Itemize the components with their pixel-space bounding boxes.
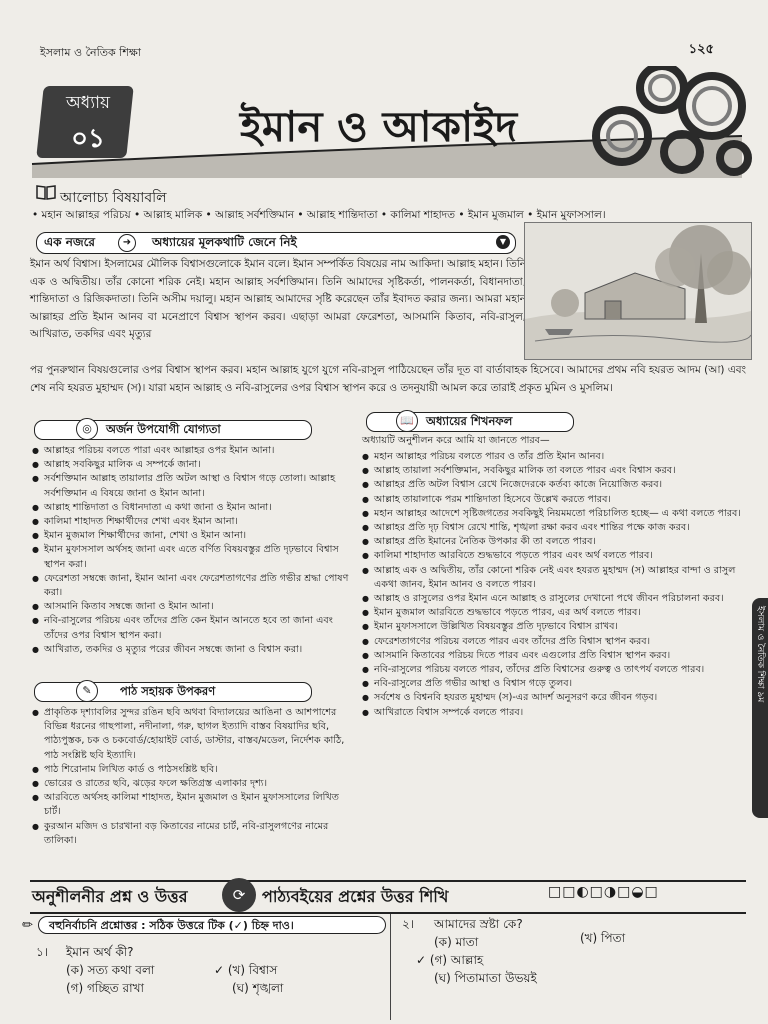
- list-item: ● ইমান মুফাসসাল অর্থসহ জানা এবং এতে বর্ণিত বিষয়বস্তুর প্রতি দৃঢ়ভাবে বিশ্বাস স্থাপন করা।: [32, 543, 352, 571]
- topics-heading: আলোচ্য বিষয়াবলি: [60, 190, 167, 206]
- list-item: ● সর্বশেষ ও বিশ্বনবি হযরত মুহাম্মদ (স)-এর আদর্শ অনুসরণ করে জীবন গড়ব।: [362, 691, 742, 705]
- column-divider: [390, 914, 391, 1020]
- list-item: ● আল্লাহ তায়ালা সর্বশক্তিমান, সবকিছুর মালিক তা বলতে পারব এবং বিশ্বাস করব।: [362, 464, 742, 478]
- running-header-subject: ইসলাম ও নৈতিক শিক্ষা: [40, 46, 141, 59]
- list-item: ● মহান আল্লাহর আদেশে সৃষ্টিজগতের সবকিছুই নিয়মমতো পরিচালিত হচ্ছে— এ কথা বলতে পারব।: [362, 507, 742, 521]
- list-item: ● ইমান মুফাসসালে উল্লিখিত বিষয়বস্তুর প্রতি দৃঢ়ভাবে বিশ্বাস রাখব।: [362, 620, 742, 634]
- intro-paragraph: ইমান অর্থ বিশ্বাস। ইসলামের মৌলিক বিশ্বাসগুলোকে ইমান বলে। ইমান সম্পর্কিত বিষয়ের নাম আকিদা। আল্লাহ মহান। তিনি এক ও অদ্বিতীয়। তাঁর কোনো শরিক নেই। মহান আল্লাহ সর্বশক্তিমান। তিনি আমাদের সৃষ্টিকর্তা, পালনকর্তা, বিধানদাতা, শান্তিদাতা ও রিজিকদাতা। তিনি অসীম দয়ালু। মহান আল্লাহ আমাদের সৃষ্টি করেছেন তাঁর ইবাদত করার জন্য। আমরা মহান আল্লাহর প্রতি ইমান আনব বা মনেপ্রাণে বিশ্বাস স্থাপন করব। এছাড়া আমরা ফেরেশতা, আসমানি কিতাব, নবি-রাসুল, আখিরাত, তকদির এবং মৃত্যুর: [30, 258, 526, 341]
- list-item: ● নবি-রাসুলের প্রতি গভীর আস্থা ও বিশ্বাস গড়ে তুলব।: [362, 677, 742, 691]
- pencil-icon: ✏: [22, 918, 33, 933]
- list-item: ● আল্লাহ শান্তিদাতা ও বিধানদাতা এ কথা জানা ও ইমান আনা।: [32, 501, 352, 515]
- side-tab-label: ইসলাম ও নৈতিক শিক্ষা ৯ম: [755, 606, 765, 703]
- q1-option-c: (গ) গচ্ছিত রাখা: [66, 981, 144, 995]
- list-item: ● আখিরাত, তকদির ও মৃত্যুর পরের জীবন সম্বন্ধে জানা ও বিশ্বাস করা।: [32, 643, 352, 657]
- list-item: ● ইমান মুজমাল শিক্ষার্থীদের জানা, শেখা ও ইমান আনা।: [32, 529, 352, 543]
- chapter-title: ইমান ও আকাইদ: [240, 102, 518, 151]
- list-item: ● আল্লাহ ও রাসুলের ওপর ইমান এনে আল্লাহ ও রাসুলের দেখানো পথে জীবন পরিচালনা করব।: [362, 592, 742, 606]
- list-item: ● কুরআন মজিদ ও চারখানা বড় কিতাবের নামের চার্ট, নবি-রাসুলগণের নামের তালিকা।: [32, 820, 352, 848]
- q2-option-c: ✓ (গ) আল্লাহ: [416, 953, 484, 967]
- open-book-icon: 📖: [396, 410, 418, 432]
- list-item: ● আল্লাহর প্রতি ইমানের নৈতিক উপকার কী তা বলতে পারব।: [362, 535, 742, 549]
- list-item: ● আল্লাহর প্রতি অটল বিশ্বাস রেখে নিজেদেরকে কর্তব্য কাজে নিয়োজিত করব।: [362, 478, 742, 492]
- list-item: ● আল্লাহ সবকিছুর মালিক এ সম্পর্কে জানা।: [32, 458, 352, 472]
- list-item: ● মহান আল্লাহর পরিচয় বলতে পারব ও তাঁর প্রতি ইমান আনব।: [362, 450, 742, 464]
- list-item: ● পাঠ শিরোনাম লিখিত কার্ড ও পাঠসংশ্লিষ্ট ছবি।: [32, 763, 352, 777]
- outcomes-title: অধ্যায়ের শিখনফল: [426, 414, 513, 428]
- competency-title: অর্জন উপযোগী যোগ্যতা: [106, 422, 221, 436]
- qa-title-right: পাঠ্যবইয়ের প্রশ্নের উত্তর শিখি: [262, 887, 449, 906]
- intro-paragraph-continued: পর পুনরুত্থান বিষয়গুলোর ওপর বিশ্বাস স্থাপন করব। মহান আল্লাহ যুগে যুগে নবি-রাসুল পাঠিয়েছেন তাঁর দূত বা বার্তাবাহক হিসেবে। আমাদের প্রথম নবি হযরত আদম (আ) এবং শেষ নবি হযরত মুহাম্মদ (স)। যারা মহান আল্লাহ ও নবি-রাসুলের ওপর বিশ্বাস স্থাপন করে ও তদনুযায়ী আমল করে তারাই প্রকৃত মুমিন ও মুসলিম।: [30, 364, 746, 394]
- refresh-icon: ⟳: [222, 878, 256, 912]
- chapter-label: অধ্যায়: [65, 93, 111, 113]
- book-icon: [36, 184, 56, 204]
- topics-list: • মহান আল্লাহর পরিচয় • আল্লাহ মালিক • আল্লাহ সর্বশক্তিমান • আল্লাহ শান্তিদাতা • কালিমা শাহাদত • ইমান মুজমাল • ইমান মুফাসসাল।: [32, 209, 606, 221]
- competency-list: [32, 444, 352, 657]
- arrow-right-icon: ➜: [118, 234, 136, 252]
- chapter-number: ০১: [71, 124, 105, 154]
- q2-option-b: (খ) পিতা: [580, 931, 626, 945]
- list-item: ● নবি-রাসুলের পরিচয় বলতে পারব, তাঁদের প্রতি বিশ্বাসের গুরুত্ব ও তাৎপর্য বলতে পারব।: [362, 663, 742, 677]
- q1-option-b: ✓ (খ) বিশ্বাস: [214, 963, 278, 977]
- progress-boxes: □□◐□◑□◒□: [548, 884, 659, 900]
- list-item: ● আসমানি কিতাবের পরিচয় দিতে পারব এবং এগুলোর প্রতি বিশ্বাস স্থাপন করব।: [362, 649, 742, 663]
- qa-title-left: অনুশীলনীর প্রশ্ন ও উত্তর: [32, 887, 188, 906]
- q1-number: ১।: [36, 945, 49, 959]
- materials-list: [32, 706, 352, 848]
- q1-option-d: (ঘ) শৃঙ্খলা: [232, 981, 284, 995]
- list-item: ● ফেরেশতা সম্বন্ধে জানা, ইমান আনা এবং ফেরেশতাগণের প্রতি গভীর শ্রদ্ধা পোষণ করা।: [32, 572, 352, 600]
- q1-text: ইমান অর্থ কী?: [66, 945, 134, 959]
- list-item: ● আল্লাহর প্রতি দৃঢ় বিশ্বাস রেখে শান্তি, শৃঙ্খলা রক্ষা করব এবং শান্তির পক্ষে কাজ করব।: [362, 521, 742, 535]
- glance-label: এক নজরে: [44, 235, 96, 249]
- list-item: ● আল্লাহ তায়ালাকে পরম শান্তিদাতা হিসেবে উল্লেখ করতে পারব।: [362, 493, 742, 507]
- landscape-illustration: [524, 222, 752, 360]
- q1-option-a: (ক) সত্য কথা বলা: [66, 963, 155, 977]
- mcq-instruction: বহুনির্বাচনি প্রশ্নোত্তর : সঠিক উত্তরে টিক (✓) চিহ্ন দাও।: [38, 916, 386, 934]
- list-item: ● আরবিতে অর্থসহ কালিমা শাহাদত, ইমান মুজমাল ও ইমান মুফাসসালের লিখিত চার্ট।: [32, 791, 352, 819]
- q2-number: ২।: [402, 917, 415, 931]
- list-item: ● আসমানি কিতাব সম্বন্ধে জানা ও ইমান আনা।: [32, 600, 352, 614]
- materials-title: পাঠ সহায়ক উপকরণ: [120, 684, 216, 698]
- list-item: ● সর্বশক্তিমান আল্লাহ তায়ালার প্রতি অটল আস্থা ও বিশ্বাস গড়ে তোলা। আল্লাহ সর্বশক্তিমান এ বিষয়ে জানা ও ইমান আনা।: [32, 472, 352, 500]
- outcomes-intro: অধ্যায়টি অনুশীলন করে আমি যা জানতে পারব—: [362, 435, 550, 446]
- q2-option-d: (ঘ) পিতামাতা উভয়ই: [434, 971, 537, 985]
- list-item: ● নবি-রাসুলের পরিচয় এবং তাঁদের প্রতি কেন ইমান আনতে হবে তা জানা এবং তাঁদের ওপর বিশ্বাস স্থাপন করা।: [32, 614, 352, 642]
- list-item: ● ভোরের ও রাতের ছবি, ঝড়ের ফলে ক্ষতিগ্রস্ত এলাকার দৃশ্য।: [32, 777, 352, 791]
- list-item: ● আখিরাতে বিশ্বাস সম্পর্কে বলতে পারব।: [362, 706, 742, 720]
- list-item: ● প্রাকৃতিক দৃশ্যাবলির সুন্দর রঙিন ছবি অথবা বিদ্যালয়ের আঙিনা ও আশপাশের বিভিন্ন ধরনের গাছপালা, নদীনালা, গরু, ছাগল ইত্যাদি বাস্তব বিষয়াদির ছবি, পাঠ্যপুস্তক, চক ও চকবোর্ড/হোয়াইট বোর্ড, ডাস্টার, বাস্তব/মডেল, নির্দেশক কাঠি, পাঠ সংশ্লিষ্ট ছবি ইত্যাদি।: [32, 706, 352, 763]
- list-item: ● ফেরেশতাগণের পরিচয় বলতে পারব এবং তাঁদের প্রতি বিশ্বাস স্থাপন করব।: [362, 635, 742, 649]
- list-item: ● ইমান মুজমাল আরবিতে শুদ্ধভাবে পড়তে পারব, এর অর্থ বলতে পারব।: [362, 606, 742, 620]
- list-item: ● আল্লাহর পরিচয় বলতে পারা এবং আল্লাহর ওপর ইমান আনা।: [32, 444, 352, 458]
- glance-title: অধ্যায়ের মূলকথাটি জেনে নিই: [152, 235, 297, 249]
- list-item: ● কালিমা শাহাদত শিক্ষার্থীদের শেখা এবং ইমান আনা।: [32, 515, 352, 529]
- tools-icon: ✎: [76, 680, 98, 702]
- list-item: ● আল্লাহ এক ও অদ্বিতীয়, তাঁর কোনো শরিক নেই এবং হযরত মুহাম্মদ (স) আল্লাহর বান্দা ও রাসুল একথা জানব, ইমান আনব ও বলতে পারব।: [362, 564, 742, 592]
- outcomes-list: [362, 450, 742, 720]
- chevron-down-icon: ▼: [496, 235, 510, 249]
- page-number: ১২৫: [688, 42, 714, 57]
- q2-option-a: (ক) মাতা: [434, 935, 479, 949]
- target-icon: ◎: [76, 418, 98, 440]
- list-item: ● কালিমা শাহাদাত আরবিতে শুদ্ধভাবে পড়তে পারব এবং অর্থ বলতে পারব।: [362, 549, 742, 563]
- q2-text: আমাদের স্রষ্টা কে?: [434, 917, 523, 931]
